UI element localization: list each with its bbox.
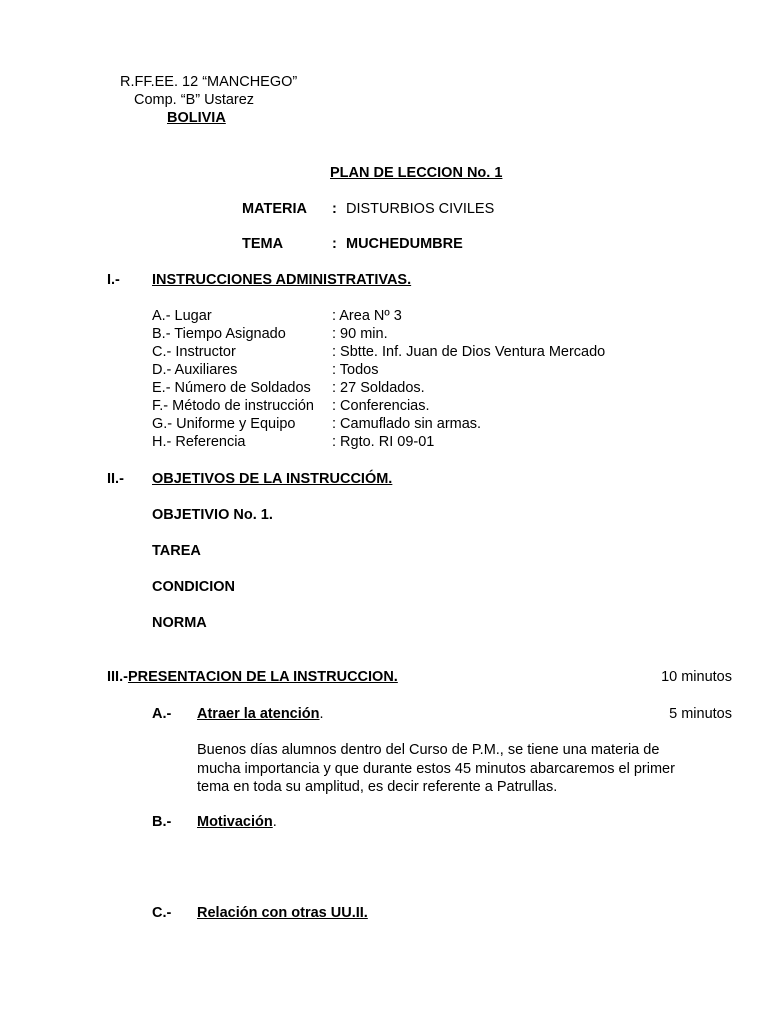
admin-item-value: : Todos [332, 362, 379, 378]
section1-title: INSTRUCCIONES ADMINISTRATIVAS. [152, 272, 412, 288]
section3-title: PRESENTACION DE LA INSTRUCCION. [127, 669, 398, 685]
tema-label: TEMA [242, 236, 284, 252]
paragraph-line: tema en toda su amplitud, es decir referente a Patrullas. [197, 779, 558, 795]
admin-item-value: : Camuflado sin armas. [332, 416, 482, 432]
subsection-a-title: Atraer la atención [197, 706, 320, 722]
unit-name: R.FF.EE. 12 “MANCHEGO” [120, 74, 298, 90]
admin-item-value: : 27 Soldados. [332, 380, 425, 396]
admin-item-label: B.- Tiempo Asignado [152, 326, 286, 342]
admin-item-label: F.- Método de instrucción [152, 398, 314, 414]
subsection-c-letter: C.- [152, 905, 172, 921]
paragraph-line: Buenos días alumnos dentro del Curso de P.M., se tiene una materia de [197, 742, 660, 758]
section3-number: III.- [107, 669, 128, 685]
subsection-c-title: Relación con otras UU.II. [197, 905, 368, 921]
subsection-b-title-end: . [272, 814, 277, 830]
section2-title: OBJETIVOS DE LA INSTRUCCIÓM. [152, 471, 393, 487]
objective-heading: OBJETIVIO No. 1. [152, 507, 273, 523]
section3-heading [107, 668, 398, 686]
admin-item-value: : Rgto. RI 09-01 [332, 434, 435, 450]
admin-item-value: : 90 min. [332, 326, 388, 342]
subsection-a-time: 5 minutos [669, 706, 732, 722]
tarea-heading: TAREA [152, 543, 201, 559]
admin-item-label: D.- Auxiliares [152, 362, 238, 378]
plan-title: PLAN DE LECCION No. 1 [330, 165, 503, 181]
admin-item-value: : Sbtte. Inf. Juan de Dios Ventura Mercado [332, 344, 606, 360]
admin-item-label: G.- Uniforme y Equipo [152, 416, 296, 432]
admin-item-value: : Conferencias. [332, 398, 430, 414]
section3-time: 10 minutos [661, 669, 732, 685]
subsection-b-heading [197, 813, 277, 831]
materia-separator: : [332, 201, 337, 217]
tema-separator: : [332, 236, 337, 252]
admin-item-value: : Area Nº 3 [332, 308, 402, 324]
admin-item-label: C.- Instructor [152, 344, 236, 360]
section1-number: I.- [107, 272, 120, 288]
subsection-a-title-end: . [319, 706, 324, 722]
attention-paragraph [197, 741, 717, 797]
tema-value: MUCHEDUMBRE [346, 236, 463, 252]
admin-item-label: A.- Lugar [152, 308, 212, 324]
subsection-a-letter: A.- [152, 706, 172, 722]
company-name: Comp. “B” Ustarez [134, 92, 255, 108]
condicion-heading: CONDICION [152, 579, 235, 595]
materia-label: MATERIA [242, 201, 307, 217]
subsection-b-title: Motivación [197, 814, 273, 830]
norma-heading: NORMA [152, 615, 207, 631]
materia-value: DISTURBIOS CIVILES [346, 201, 495, 217]
subsection-b-letter: B.- [152, 814, 172, 830]
subsection-a-heading [197, 705, 324, 723]
country-name: BOLIVIA [167, 110, 226, 126]
section2-number: II.- [107, 471, 124, 487]
admin-item-label: E.- Número de Soldados [152, 380, 311, 396]
paragraph-line: mucha importancia y que durante estos 45 minutos abarcaremos el primer [197, 760, 675, 777]
admin-item-label: H.- Referencia [152, 434, 246, 450]
